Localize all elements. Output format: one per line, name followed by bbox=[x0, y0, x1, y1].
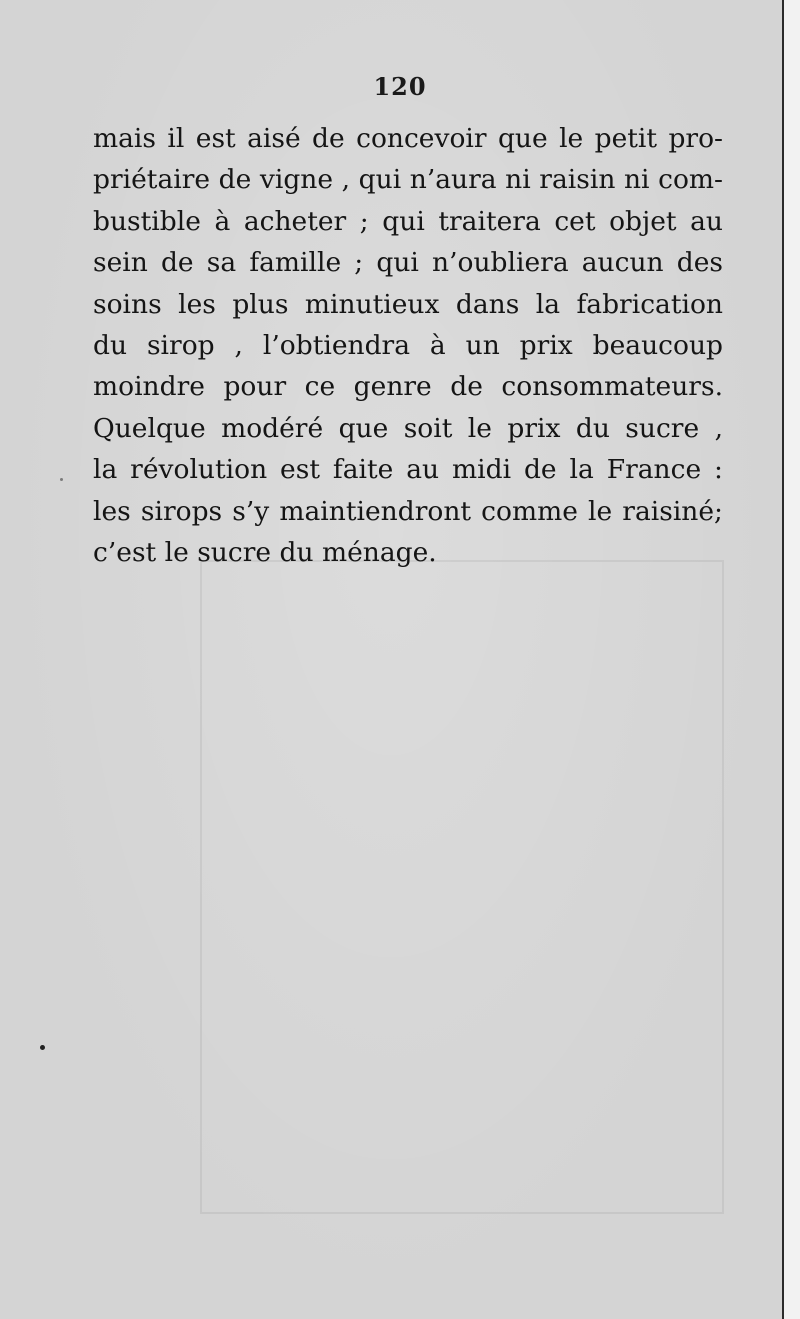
text-line: Quelque modéré que soit le prix du sucre , bbox=[93, 412, 723, 444]
body-text bbox=[93, 118, 723, 573]
page-edge bbox=[782, 0, 800, 1319]
text-line: bustible à acheter ; qui traitera cet objet au bbox=[93, 205, 723, 237]
ink-speck bbox=[40, 1045, 45, 1050]
text-line: du sirop , l’obtiendra à un prix beaucoup bbox=[93, 329, 723, 361]
text-line-final: c’est le sucre du ménage. bbox=[93, 536, 437, 568]
text-line: mais il est aisé de concevoir que le petit pro- bbox=[93, 123, 723, 154]
text-line: les sirops s’y maintiendront comme le raisiné; bbox=[93, 495, 723, 527]
page-number: 120 bbox=[373, 72, 427, 101]
text-line: sein de sa famille ; qui n’oubliera aucun des bbox=[93, 247, 723, 279]
ink-speck bbox=[60, 478, 63, 481]
text-line: soins les plus minutieux dans la fabrication bbox=[93, 288, 723, 320]
text-line: la révolution est faite au midi de la France : bbox=[93, 454, 723, 486]
text-line: moindre pour ce genre de consommateurs. bbox=[93, 371, 723, 403]
text-line: priétaire de vigne , qui n’aura ni raisin ni com- bbox=[93, 164, 723, 196]
bleed-through-frame bbox=[200, 560, 724, 1214]
